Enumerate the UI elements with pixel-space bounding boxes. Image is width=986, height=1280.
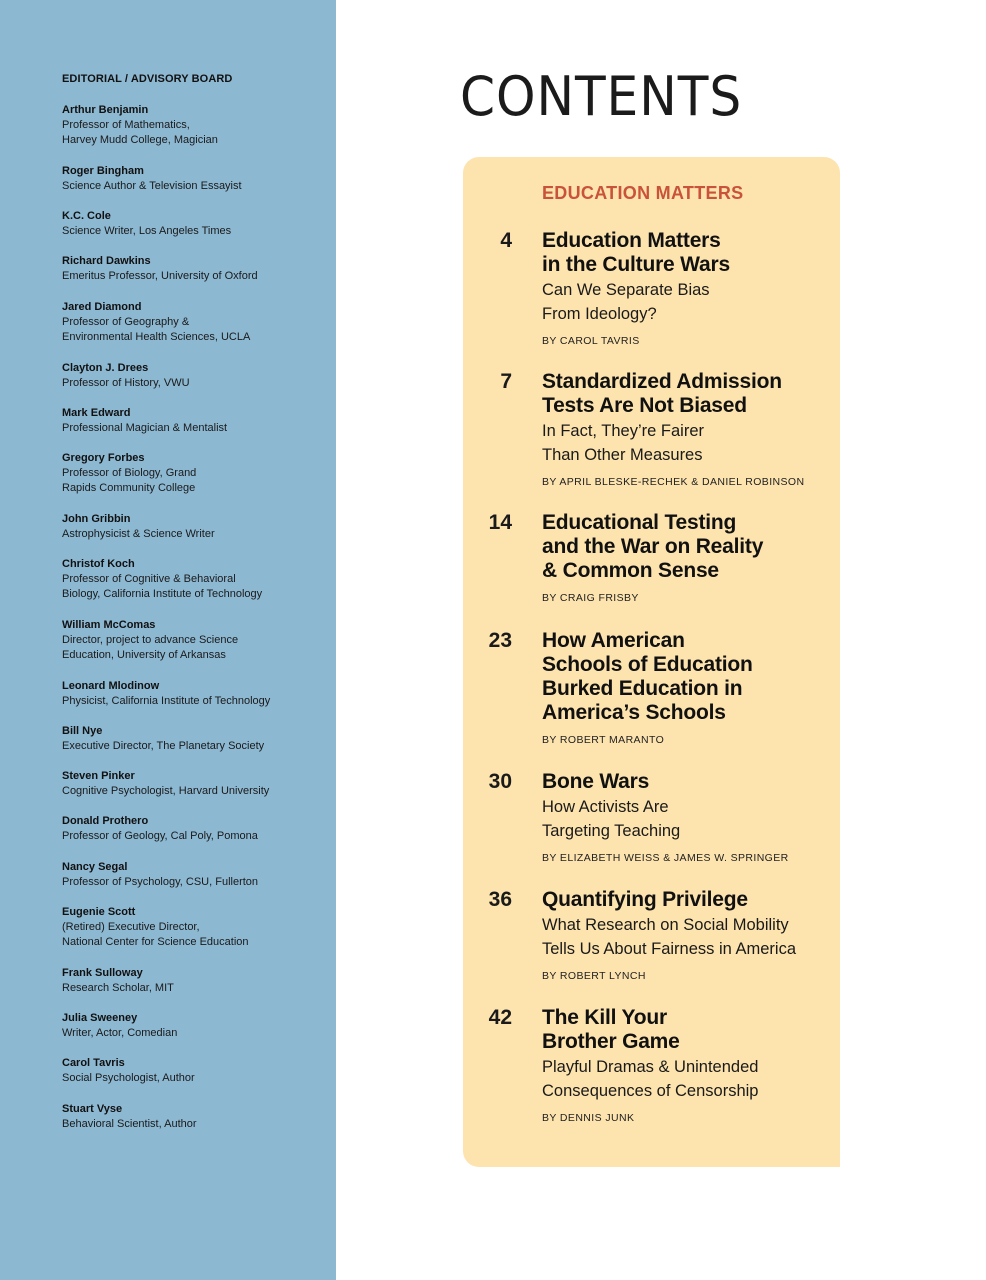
member-name: Richard Dawkins <box>62 255 151 267</box>
article-byline: BY ROBERT LYNCH <box>542 970 646 982</box>
article-body <box>542 229 832 347</box>
member-role: Physicist, California Institute of Technology <box>62 695 271 707</box>
article-body <box>542 511 832 604</box>
member-name: Clayton J. Drees <box>62 362 149 374</box>
board-member <box>62 557 332 618</box>
board-member <box>62 724 332 769</box>
member-role: Astrophysicist & Science Writer <box>62 528 215 540</box>
article-byline: BY CAROL TAVRIS <box>542 335 640 347</box>
board-member <box>62 905 332 966</box>
page-number: 36 <box>488 888 512 911</box>
member-role: Professor of History, VWU <box>62 377 190 389</box>
member-role: Professor of Mathematics, Harvey Mudd College, Magician <box>62 119 218 146</box>
board-member <box>62 361 332 406</box>
contents-heading: CONTENTS <box>460 65 743 128</box>
board-member <box>62 966 332 1011</box>
board-member <box>62 814 332 860</box>
page-number: 7 <box>500 370 512 393</box>
member-role: Cognitive Psychologist, Harvard University <box>62 785 270 797</box>
member-role: Behavioral Scientist, Author <box>62 1118 197 1130</box>
member-name: Bill Nye <box>62 725 103 737</box>
article-title[interactable]: Education Matters in the Culture Wars <box>542 229 730 276</box>
article-title[interactable]: How American Schools of Education Burked Education in America’s Schools <box>542 629 753 724</box>
article-byline: BY ELIZABETH WEISS & JAMES W. SPRINGER <box>542 852 789 864</box>
board-member <box>62 406 332 451</box>
page-number: 4 <box>500 229 512 252</box>
board-member <box>62 300 332 361</box>
board-title: EDITORIAL / ADVISORY BOARD <box>62 73 233 85</box>
article-body <box>542 1006 832 1124</box>
article-subtitle: In Fact, They’re Fairer Than Other Measures <box>542 422 704 464</box>
member-name: Arthur Benjamin <box>62 104 149 116</box>
member-name: Roger Bingham <box>62 165 144 177</box>
board-member <box>62 103 332 164</box>
member-name: Nancy Segal <box>62 861 128 873</box>
member-name: Stuart Vyse <box>62 1103 123 1115</box>
article-body <box>542 770 832 864</box>
article-byline: BY APRIL BLESKE-RECHEK & DANIEL ROBINSON <box>542 476 805 488</box>
article-byline: BY CRAIG FRISBY <box>542 592 639 604</box>
member-role: Professor of Geography & Environmental Health Sciences, UCLA <box>62 316 251 343</box>
member-name: Carol Tavris <box>62 1057 125 1069</box>
advisory-board-sidebar <box>0 0 336 1280</box>
article-title[interactable]: Educational Testing and the War on Reality & Common Sense <box>542 511 764 582</box>
board-member <box>62 209 332 254</box>
board-member <box>62 769 332 814</box>
member-name: Gregory Forbes <box>62 452 145 464</box>
article-subtitle: Playful Dramas & Unintended Consequences of Censorship <box>542 1058 759 1100</box>
member-role: Professor of Psychology, CSU, Fullerton <box>62 876 259 888</box>
board-member <box>62 1056 332 1102</box>
member-name: Donald Prothero <box>62 815 149 827</box>
member-role: Emeritus Professor, University of Oxford <box>62 270 258 282</box>
member-role: Director, project to advance Science Education, University of Arkansas <box>62 634 239 661</box>
board-member <box>62 679 332 724</box>
member-name: Christof Koch <box>62 558 135 570</box>
member-role: Professor of Biology, Grand Rapids Community College <box>62 467 197 494</box>
member-role: Social Psychologist, Author <box>62 1072 195 1084</box>
article-title[interactable]: Standardized Admission Tests Are Not Biased <box>542 370 782 417</box>
board-member <box>62 451 332 512</box>
member-role: Science Author & Television Essayist <box>62 180 242 192</box>
member-name: Eugenie Scott <box>62 906 136 918</box>
article-title[interactable]: Bone Wars <box>542 770 650 793</box>
member-name: John Gribbin <box>62 513 131 525</box>
member-role: Research Scholar, MIT <box>62 982 174 994</box>
page-number: 23 <box>488 629 512 652</box>
member-name: Steven Pinker <box>62 770 135 782</box>
article-title[interactable]: The Kill Your Brother Game <box>542 1006 680 1053</box>
member-role: Science Writer, Los Angeles Times <box>62 225 232 237</box>
member-name: Julia Sweeney <box>62 1012 138 1024</box>
article-subtitle: Can We Separate Bias From Ideology? <box>542 281 710 323</box>
member-role: Professional Magician & Mentalist <box>62 422 228 434</box>
article-title[interactable]: Quantifying Privilege <box>542 888 748 911</box>
board-member <box>62 860 332 905</box>
article-body <box>542 888 832 982</box>
page-number: 14 <box>488 511 512 534</box>
member-name: Leonard Mlodinow <box>62 680 160 692</box>
board-member <box>62 512 332 557</box>
board-member <box>62 1011 332 1056</box>
member-name: Frank Sulloway <box>62 967 143 979</box>
article-subtitle: What Research on Social Mobility Tells Us About Fairness in America <box>542 916 797 958</box>
member-name: Jared Diamond <box>62 301 142 313</box>
member-role: Writer, Actor, Comedian <box>62 1027 178 1039</box>
board-member <box>62 164 332 209</box>
board-member <box>62 618 332 679</box>
member-name: K.C. Cole <box>62 210 111 222</box>
member-role: Professor of Cognitive & Behavioral Biology, California Institute of Technology <box>62 573 263 600</box>
page-number: 42 <box>488 1006 512 1029</box>
member-name: William McComas <box>62 619 156 631</box>
member-role: (Retired) Executive Director, National Center for Science Education <box>62 921 249 948</box>
article-subtitle: How Activists Are Targeting Teaching <box>542 798 681 840</box>
article-byline: BY ROBERT MARANTO <box>542 734 665 746</box>
article-body <box>542 370 832 488</box>
article-body <box>542 629 832 746</box>
page-number: 30 <box>488 770 512 793</box>
member-role: Executive Director, The Planetary Society <box>62 740 265 752</box>
board-member <box>62 254 332 300</box>
article-byline: BY DENNIS JUNK <box>542 1112 635 1124</box>
board-member-list <box>62 103 332 1147</box>
board-member <box>62 1102 332 1147</box>
section-label: EDUCATION MATTERS <box>542 183 744 203</box>
member-role: Professor of Geology, Cal Poly, Pomona <box>62 830 258 842</box>
member-name: Mark Edward <box>62 407 131 419</box>
